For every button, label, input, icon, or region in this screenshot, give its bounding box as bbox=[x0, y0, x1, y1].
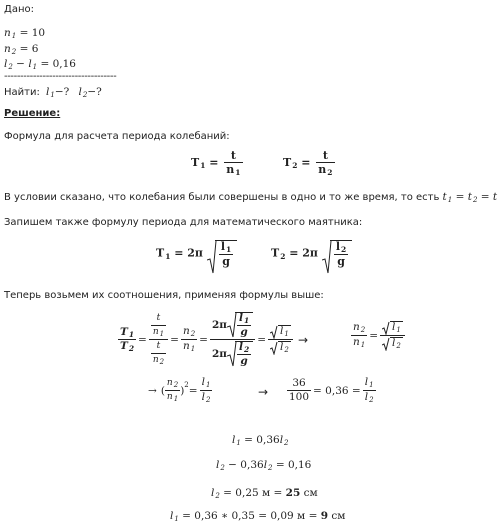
arrow-2: → bbox=[258, 385, 269, 399]
given-divider: ----------------------------------- bbox=[4, 71, 117, 82]
text-same-time: В условии сказано, что колебания были совершены в одно и то же время, то есть t1 = t2 = t bbox=[4, 191, 498, 204]
formula-ratio-short: $\frac{n2}{n1}$ = $\frac{l1}{l2}$ bbox=[349, 321, 407, 350]
text-period-formula: Формула для расчета периода колебаний: bbox=[4, 131, 230, 142]
answer-l1: l1 = 0,36 ∗ 0,35 = 0,09 м = 9 см bbox=[170, 510, 346, 523]
equation-l1-ratio: l1 = 0,36l2 bbox=[232, 434, 289, 447]
formula-squared: → ( $\frac{n_2}{n_1}$ ) 2 = $\frac{l1}{l2}$ bbox=[148, 376, 211, 404]
given-n2: n2 = 6 bbox=[4, 43, 39, 56]
given-title: Дано: bbox=[4, 4, 34, 15]
formula-t1: T1 = $\frac{t}{n1}$ bbox=[191, 149, 241, 177]
solution-title: Решение: bbox=[4, 108, 61, 119]
given-length-difference: l2 − l1 = 0,16 bbox=[4, 58, 76, 71]
arrow-1: → bbox=[298, 333, 309, 347]
formula-pendulum-t2: T2 = 2π $\frac{l2}{g}$ bbox=[271, 240, 352, 267]
equation-substituted: l2 − 0,36l2 = 0,16 bbox=[216, 459, 312, 472]
text-pendulum: Запишем также формулу периода для математического маятника: bbox=[4, 217, 363, 228]
find-line: Найти: l1−? l2−? bbox=[4, 86, 102, 99]
text-ratio: Теперь возьмем их соотношения, применяя формулы выше: bbox=[4, 290, 324, 301]
formula-ratio: $\frac{T1}{T2}$ = $\frac{\frac{t}{n_1}}{\frac{t}{n_2}}$ = $\frac{n2}{n1}$ = 2π $\frac{l1}{g}$ 2π $\frac{l2}{g}$ = $\frac{l1}{l2}$ bbox=[116, 312, 295, 367]
formula-numeric-ratio: $\frac{36}{100}$ = 0,36 = $\frac{l1}{l2}$ bbox=[289, 376, 374, 404]
given-n1: n1 = 10 bbox=[4, 27, 46, 40]
formula-t2: T2 = $\frac{t}{n2}$ bbox=[283, 149, 333, 177]
formula-pendulum-t1: T1 = 2π $\frac{l1}{g}$ bbox=[156, 240, 237, 267]
answer-l2: l2 = 0,25 м = 25 см bbox=[211, 487, 318, 500]
